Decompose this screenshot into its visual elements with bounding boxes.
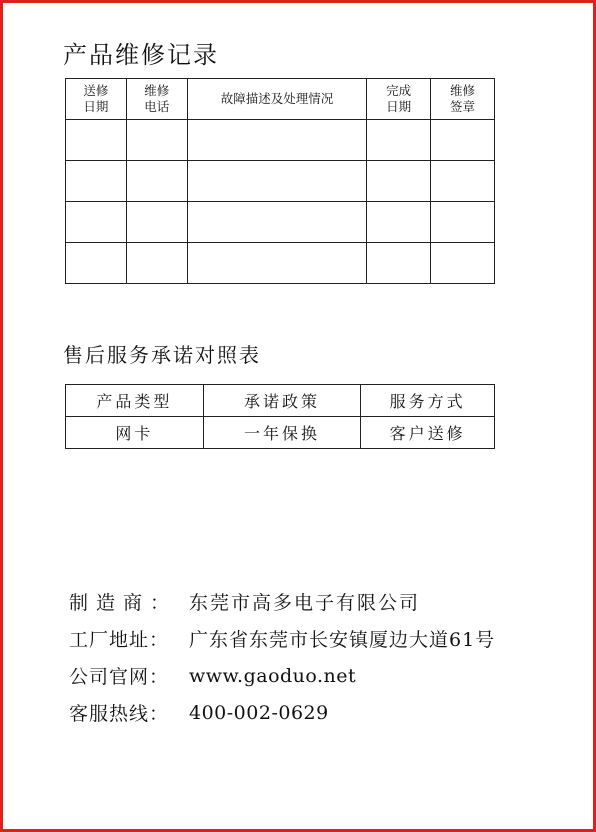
hotline-label: 客服热线： — [69, 703, 170, 725]
header-send-date: 送修 日期 — [66, 79, 127, 120]
service-table-title: 售后服务承诺对照表 — [63, 343, 261, 367]
address-value: 广东省东莞市长安镇厦边大道61号 — [189, 629, 496, 651]
header-service-method: 服务方式 — [361, 385, 495, 417]
manufacturer-label: 制造商： — [69, 592, 178, 614]
header-complete-date: 完成 日期 — [367, 79, 431, 120]
company-info — [69, 583, 495, 731]
address-label: 工厂地址： — [69, 629, 170, 651]
service-row — [66, 417, 495, 449]
cell-commitment-policy: 一年保换 — [203, 417, 361, 449]
hotline-row — [69, 694, 495, 731]
header-repair-signature: 维修 签章 — [431, 79, 495, 120]
website-link[interactable]: www.gaoduo.net — [189, 664, 357, 687]
repair-row — [66, 161, 495, 202]
manufacturer-row — [69, 583, 495, 620]
website-label: 公司官网： — [69, 666, 170, 688]
header-product-type: 产品类型 — [66, 385, 204, 417]
header-commitment-policy: 承诺政策 — [203, 385, 361, 417]
header-repair-phone: 维修 电话 — [126, 79, 187, 120]
address-row — [69, 620, 495, 657]
repair-row — [66, 120, 495, 161]
service-commitment-table — [65, 384, 495, 449]
header-fault-description: 故障描述及处理情况 — [187, 79, 367, 120]
cell-service-method: 客户送修 — [361, 417, 495, 449]
repair-record-title: 产品维修记录 — [63, 41, 219, 69]
service-header-row — [66, 385, 495, 417]
website-row — [69, 657, 495, 694]
repair-row — [66, 243, 495, 284]
cell-product-type: 网卡 — [66, 417, 204, 449]
repair-header-row — [66, 79, 495, 120]
manufacturer-value: 东莞市高多电子有限公司 — [189, 592, 421, 614]
hotline-value: 400-002-0629 — [189, 701, 329, 724]
repair-record-table — [65, 78, 495, 284]
repair-row — [66, 202, 495, 243]
